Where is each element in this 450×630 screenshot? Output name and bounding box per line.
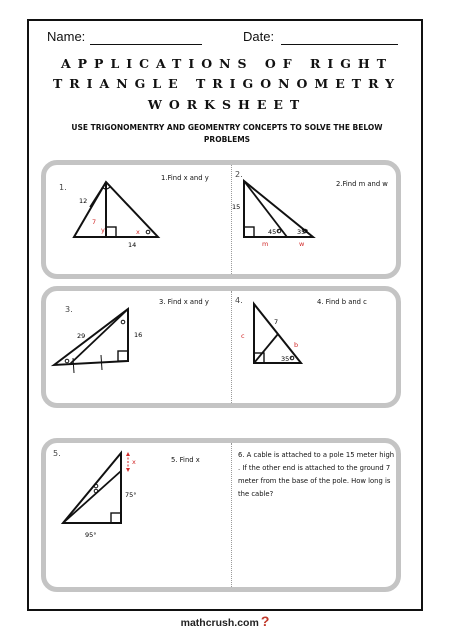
problem-number-5: 5. — [53, 449, 61, 458]
triangle-2-inner-line — [244, 181, 287, 237]
problem-number-4: 4. — [235, 296, 243, 305]
side-label-75: 75° — [125, 491, 137, 499]
side-label-15: 15 — [232, 203, 241, 211]
problem-panel-5-6 — [41, 438, 401, 592]
angle-label-35: 35° — [281, 355, 293, 363]
side-label-y: y — [101, 226, 105, 234]
worksheet-page — [27, 19, 423, 611]
side-label-12: 12 — [79, 197, 88, 205]
triangle-diagram-3 — [46, 291, 231, 406]
footer-site[interactable]: mathcrush.com — [180, 617, 259, 629]
right-angle-mark — [106, 227, 116, 237]
triangle-1-segment — [90, 182, 106, 207]
footer — [0, 613, 450, 629]
problem-number-2: 2. — [235, 170, 243, 179]
mathcrush-logo-icon: ? — [260, 613, 270, 629]
angle-label-45: 45° — [268, 228, 280, 236]
panel-divider — [231, 443, 232, 587]
triangle-5-inner-line — [63, 471, 121, 523]
title-line-2: TRIANGLE TRIGONOMETRY — [52, 76, 401, 91]
side-label-x: x — [132, 458, 136, 466]
title-line-3: WORKSHEET — [147, 97, 307, 112]
triangle-diagram-2 — [231, 165, 401, 275]
side-label-m: m — [262, 240, 269, 248]
problem-prompt-5: 5. Find x — [171, 456, 200, 464]
problem-prompt-2: 2.Find m and w — [336, 180, 388, 188]
side-label-7: 7 — [274, 318, 279, 326]
name-line — [90, 44, 202, 45]
triangle-diagram-5 — [46, 443, 231, 592]
side-label-16: 16 — [134, 331, 143, 339]
problem-number-1: 1. — [59, 183, 67, 192]
side-label-29: 29 — [77, 332, 86, 340]
problem-panel-3-4 — [41, 286, 401, 408]
side-label-7: 7 — [92, 218, 97, 226]
instructions-line-2: PROBLEMS — [203, 135, 251, 144]
side-label-b: b — [294, 341, 299, 349]
title-line-1: APPLICATIONS OF RIGHT — [60, 56, 394, 71]
side-label-95: 95° — [85, 531, 97, 539]
side-label-x: x — [136, 228, 140, 236]
side-label-w: w — [299, 240, 305, 248]
date-line — [281, 44, 398, 45]
instructions-line-1: USE TRIGONOMENTRY AND GEOMENTRY CONCEPTS TO SOLVE THE BELOW — [71, 123, 383, 132]
name-label: Name: — [47, 29, 86, 44]
triangle-diagram-1 — [46, 165, 231, 275]
triangle-3-outline — [54, 309, 128, 365]
side-label-14: 14 — [128, 241, 137, 249]
instructions — [59, 122, 395, 146]
side-label-c: c — [241, 332, 245, 340]
problem-prompt-1: 1.Find x and y — [161, 174, 209, 182]
problem-panel-1-2 — [41, 160, 401, 279]
problem-prompt-4: 4. Find b and c — [317, 298, 367, 306]
problem-prompt-3: 3. Find x and y — [159, 298, 209, 306]
triangle-diagram-4 — [231, 291, 401, 406]
date-label: Date: — [243, 29, 275, 44]
angle-label-35: 35° — [297, 228, 309, 236]
triangle-4-altitude — [254, 334, 278, 363]
problem-number-3: 3. — [65, 305, 73, 314]
problem-6-text: 6. A cable is attached to a pole 15 meter high . If the other end is attached to the ground 7 meter from the base of the pole. How long is the cable? — [238, 451, 395, 498]
